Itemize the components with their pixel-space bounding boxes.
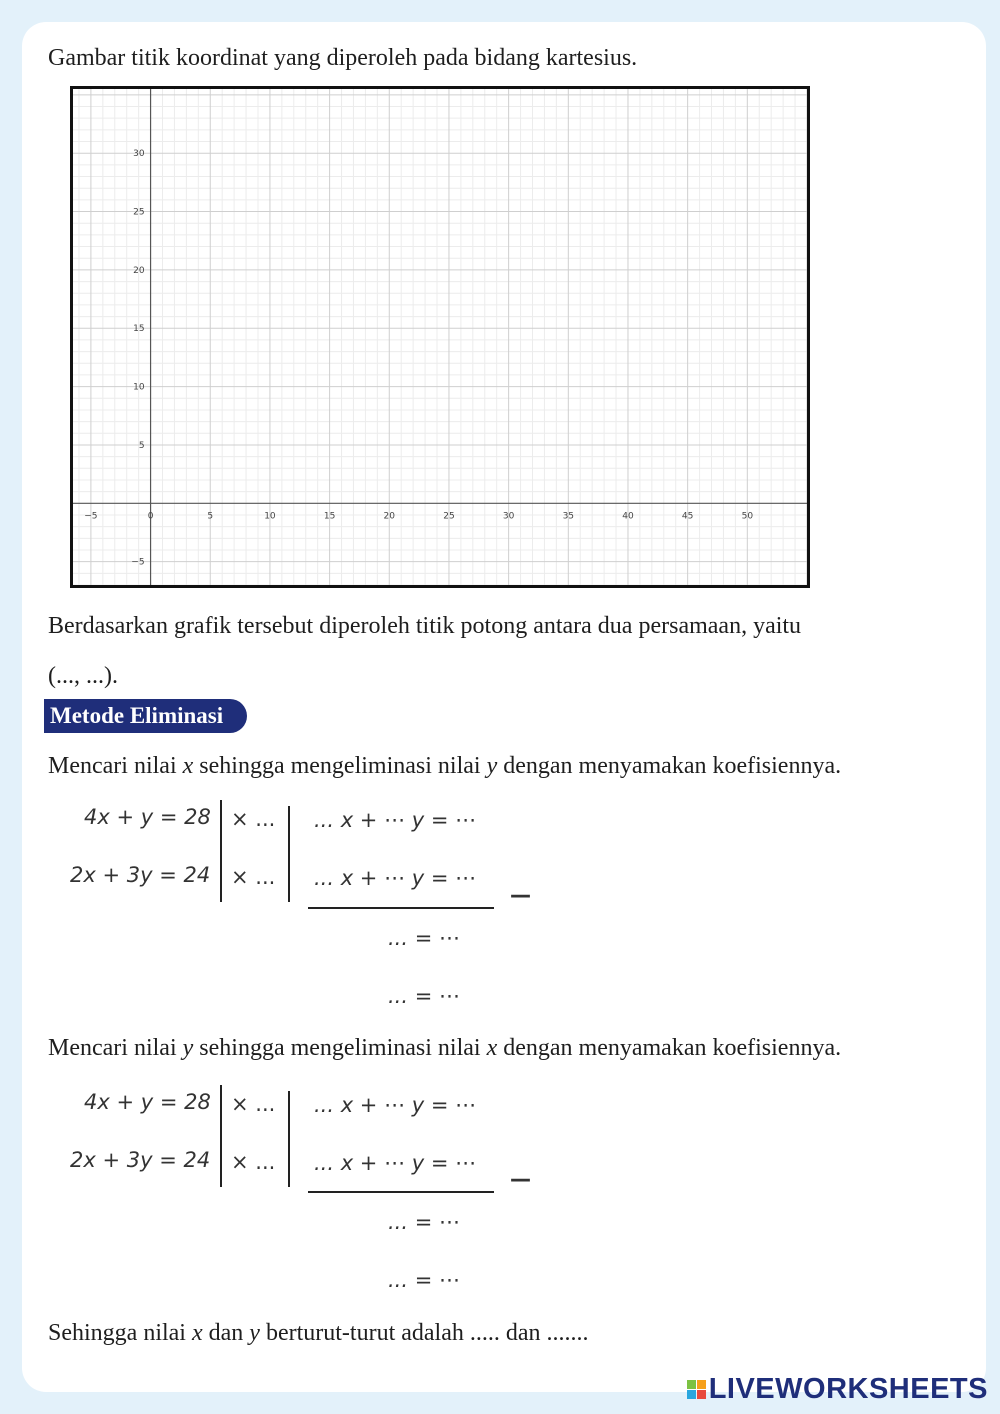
section-title-badge: Metode Eliminasi	[44, 699, 247, 733]
scaled-equation-1-input[interactable]: ... x + ⋯ y = ⋯	[314, 808, 477, 832]
result-1-input[interactable]: ... = ⋯	[388, 1210, 460, 1234]
x-tick-label: 0	[147, 511, 154, 522]
result-line-1: Berdasarkan grafik tersebut diperoleh titik potong antara dua persamaan, yaitu	[48, 613, 802, 639]
x-tick-label: 5	[207, 511, 214, 522]
logo-square-green	[687, 1380, 696, 1389]
y-tick-label: 20	[133, 265, 145, 276]
divider-line	[288, 806, 290, 902]
cartesian-plane[interactable]	[70, 86, 810, 588]
intro-text: Gambar titik koordinat yang diperoleh pada bidang kartesius.	[48, 45, 638, 71]
equation-1: 4x + y = 28	[84, 805, 211, 829]
logo-square-orange	[697, 1380, 706, 1389]
equation-1: 4x + y = 28	[84, 1090, 211, 1114]
logo-square-blue	[687, 1390, 696, 1399]
divider-line	[288, 1091, 290, 1187]
logo-mark-icon	[687, 1380, 706, 1399]
x-tick-label: 45	[681, 511, 694, 522]
multiplier-1-input[interactable]: × ...	[231, 807, 276, 831]
result-line-2: (..., ...).	[48, 663, 118, 689]
multiplier-2-input[interactable]: × ...	[231, 865, 276, 889]
result-2-input[interactable]: ... = ⋯	[388, 1268, 460, 1292]
y-tick-label: 10	[133, 382, 145, 393]
equation-2: 2x + 3y = 24	[70, 863, 211, 887]
multiplier-1-input[interactable]: × ...	[231, 1092, 276, 1116]
scaled-equation-2-input[interactable]: ... x + ⋯ y = ⋯	[314, 866, 477, 890]
subtraction-line	[308, 907, 494, 909]
scaled-equation-2-input[interactable]: ... x + ⋯ y = ⋯	[314, 1151, 477, 1175]
multiplier-2-input[interactable]: × ...	[231, 1150, 276, 1174]
find-y-instruction: Mencari nilai y sehingga mengeliminasi nilai x dengan menyamakan koefisiennya.	[48, 1035, 842, 1061]
x-tick-label: 40	[622, 511, 634, 522]
x-tick-label: 30	[502, 511, 515, 522]
minus-sign: —	[510, 883, 531, 907]
scaled-equation-1-input[interactable]: ... x + ⋯ y = ⋯	[314, 1093, 477, 1117]
y-tick-label: 5	[138, 440, 145, 451]
find-x-instruction: Mencari nilai x sehingga mengeliminasi nilai y dengan menyamakan koefisiennya.	[48, 753, 842, 779]
x-tick-label: −5	[84, 511, 98, 522]
liveworksheets-logo	[687, 1372, 988, 1406]
x-tick-label: 15	[323, 511, 336, 522]
divider-line	[220, 1085, 222, 1187]
x-tick-label: 20	[383, 511, 396, 522]
equation-2: 2x + 3y = 24	[70, 1148, 211, 1172]
y-tick-label: 30	[133, 149, 145, 160]
conclusion-text: Sehingga nilai x dan y berturut-turut adalah ..... dan .......	[48, 1320, 589, 1346]
minus-sign: —	[510, 1167, 531, 1191]
subtraction-line	[308, 1191, 494, 1193]
brand-name: LIVEWORKSHEETS	[708, 1372, 988, 1405]
y-tick-label: 15	[133, 324, 145, 335]
x-tick-label: 50	[741, 511, 754, 522]
y-tick-label: −5	[131, 557, 145, 568]
y-tick-label: 25	[133, 207, 145, 218]
result-2-input[interactable]: ... = ⋯	[388, 984, 460, 1008]
x-tick-label: 10	[264, 511, 276, 522]
cartesian-grid-svg	[73, 89, 807, 585]
divider-line	[220, 800, 222, 902]
x-tick-label: 25	[443, 511, 455, 522]
result-1-input[interactable]: ... = ⋯	[388, 926, 460, 950]
logo-square-red	[697, 1390, 706, 1399]
x-tick-label: 35	[562, 511, 575, 522]
